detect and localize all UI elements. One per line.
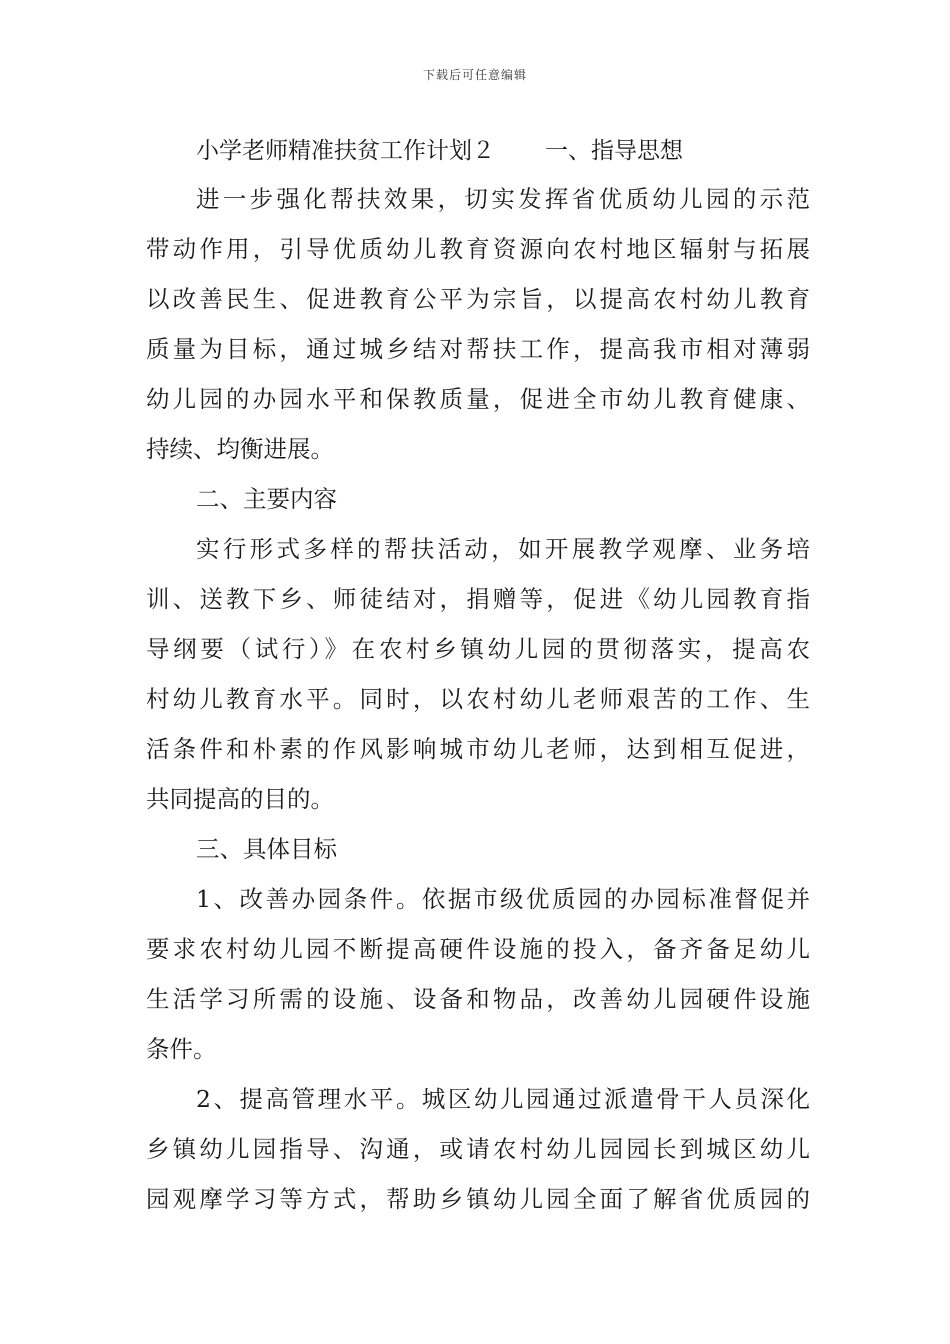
section2-heading: 二、主要内容 xyxy=(196,485,337,513)
paragraph-line: 乡镇幼儿园指导、沟通，或请农村幼儿园园长到城区幼儿 xyxy=(146,1135,810,1163)
section3-heading: 三、具体目标 xyxy=(196,835,337,863)
paragraph-line: 村幼儿教育水平。同时，以农村幼儿老师艰苦的工作、生 xyxy=(146,685,810,713)
paragraph-line: 2、提高管理水平。城区幼儿园通过派遣骨干人员深化 xyxy=(196,1085,810,1113)
paragraph-line: 活条件和朴素的作风影响城市幼儿老师，达到相互促进， xyxy=(146,735,810,763)
section1-heading: 一、指导思想 xyxy=(545,138,683,164)
paragraph-line: 要求农村幼儿园不断提高硬件设施的投入，备齐备足幼儿 xyxy=(146,935,810,963)
paragraph-line: 质量为目标，通过城乡结对帮扶工作，提高我市相对薄弱 xyxy=(146,335,810,363)
paragraph-line: 训、送教下乡、师徒结对，捐赠等，促进《幼儿园教育指 xyxy=(146,585,810,613)
page-header-note: 下载后可任意编辑 xyxy=(422,68,527,82)
paragraph-line: 园观摩学习等方式，帮助乡镇幼儿园全面了解省优质园的 xyxy=(146,1185,810,1213)
paragraph-line-last: 持续、均衡进展。 xyxy=(146,435,334,463)
paragraph-line: 生活学习所需的设施、设备和物品，改善幼儿园硬件设施 xyxy=(146,985,810,1013)
paragraph-line: 进一步强化帮扶效果，切实发挥省优质幼儿园的示范 xyxy=(196,185,810,213)
document-body xyxy=(146,128,810,1224)
title-line xyxy=(146,128,810,174)
paragraph-line: 导纲要（试行）》在农村乡镇幼儿园的贯彻落实，提高农 xyxy=(146,635,810,663)
paragraph-line: 以改善民生、促进教育公平为宗旨，以提高农村幼儿教育 xyxy=(146,285,810,313)
paragraph-line: 带动作用，引导优质幼儿教育资源向农村地区辐射与拓展 xyxy=(146,235,810,263)
paragraph-line: 1、改善办园条件。依据市级优质园的办园标准督促并 xyxy=(196,885,810,913)
paragraph-line-last: 条件。 xyxy=(146,1035,217,1063)
paragraph-line: 幼儿园的办园水平和保教质量，促进全市幼儿教育健康、 xyxy=(146,385,810,413)
paragraph-line: 实行形式多样的帮扶活动，如开展教学观摩、业务培 xyxy=(196,535,810,563)
document-title: 小学老师精准扶贫工作计划２ xyxy=(196,138,495,164)
paragraph-line-last: 共同提高的目的。 xyxy=(146,785,334,813)
